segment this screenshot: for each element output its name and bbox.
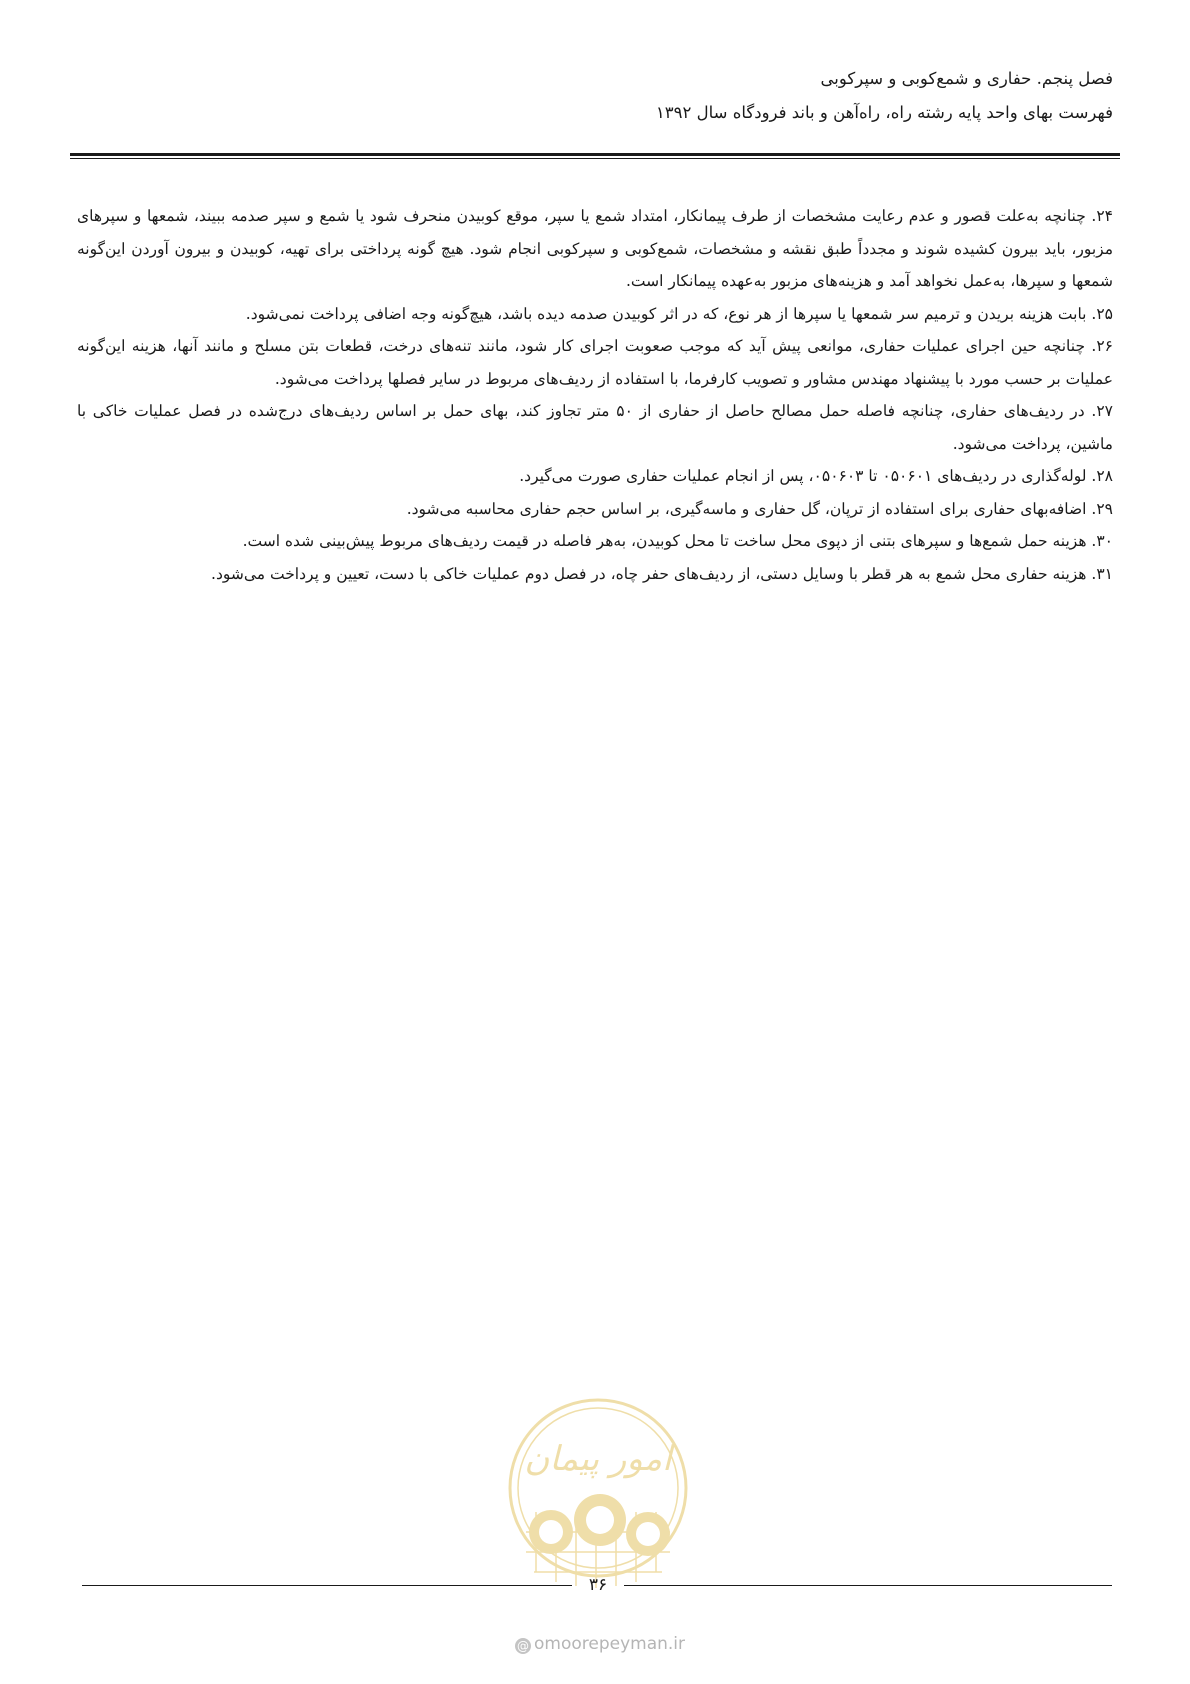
paragraph-26: ۲۶. چنانچه حین اجرای عملیات حفاری، موانعی پیش آید که موجب صعوبت اجرای کار شود، مانند تنه‌های درخت، قطعات بتن مسلح و مانند آنها، هزینه این‌گونه عملیات بر حسب مورد با پیشنهاد مهندس مشاور و تصویب کارفرما، با استفاده از ردیف‌های مربوط در سایر فصلها پرداخت می‌شود. xyxy=(77,337,1113,388)
page-header xyxy=(77,62,1113,130)
paragraph-24: ۲۴. چنانچه به‌علت قصور و عدم رعایت مشخصات از طرف پیمانکار، امتداد شمع یا سپر، موقع کوبیدن منحرف شود یا شمع و سپر صدمه ببیند، شمعها و سپرهای مزبور، باید بیرون کشیده شوند و مجدداً طبق نقشه و مشخصات، شمع‌کوبی و سپرکوبی انجام شود. هیچ گونه پرداختی برای تهیه، کوبیدن و بیرون آوردن این‌گونه شمعها و سپرها، به‌عمل نخواهد آمد و هزینه‌های مزبور به‌عهده پیمانکار است. xyxy=(77,207,1113,290)
website-watermark xyxy=(490,1634,710,1654)
paragraph-28: ۲۸. لوله‌گذاری در ردیف‌های ۰۵۰۶۰۱ تا ۰۵۰۶۰۳، پس از انجام عملیات حفاری صورت می‌گیرد. xyxy=(519,467,1113,485)
page-number: ۳۶ xyxy=(588,1575,608,1595)
website-text: omoorepeyman.ir xyxy=(533,1634,686,1654)
footer-rule-left xyxy=(82,1585,572,1586)
paragraph-31: ۳۱. هزینه حفاری محل شمع به هر قطر با وسایل دستی، از ردیف‌های حفر چاه، در فصل دوم عملیات خاکی با دست، تعیین و پرداخت می‌شود. xyxy=(211,564,1113,583)
footer-rule-right xyxy=(624,1585,1112,1586)
paragraph-30: ۳۰. هزینه حمل شمع‌ها و سپرهای بتنی از دپوی محل ساخت تا محل کوبیدن، به‌هر فاصله در قیمت ردیف‌های مربوط پیش‌بینی شده است. xyxy=(242,532,1113,550)
paragraph-25: ۲۵. بابت هزینه بریدن و ترمیم سر شمعها یا سپرها از هر نوع، که در اثر کوبیدن صدمه دیده باشد، هیچ‌گونه وجه اضافی پرداخت نمی‌شود. xyxy=(245,304,1113,323)
document-body xyxy=(77,200,1113,590)
chapter-title: فصل پنجم. حفاری و شمع‌کوبی و سپرکوبی xyxy=(820,69,1113,88)
logo-stamp xyxy=(496,1392,700,1602)
paragraph-27: ۲۷. در ردیف‌های حفاری، چنانچه فاصله حمل مصالح حاصل از حفاری از ۵۰ متر تجاوز کند، بهای حمل بر اساس ردیف‌های درج‌شده در فصل عملیات خاکی با ماشین، پرداخت می‌شود. xyxy=(77,402,1113,453)
paragraph-29: ۲۹. اضافه‌بهای حفاری برای استفاده از ترپان، گل حفاری و ماسه‌گیری، بر اساس حجم حفاری محاسبه می‌شود. xyxy=(406,499,1113,518)
book-title: فهرست بهای واحد پایه رشته راه، راه‌آهن و باند فرودگاه سال ۱۳۹۲ xyxy=(655,103,1113,122)
at-icon: @ xyxy=(516,1639,529,1653)
header-divider xyxy=(70,153,1120,159)
stamp-lettering: امور پیمان xyxy=(524,1439,672,1479)
